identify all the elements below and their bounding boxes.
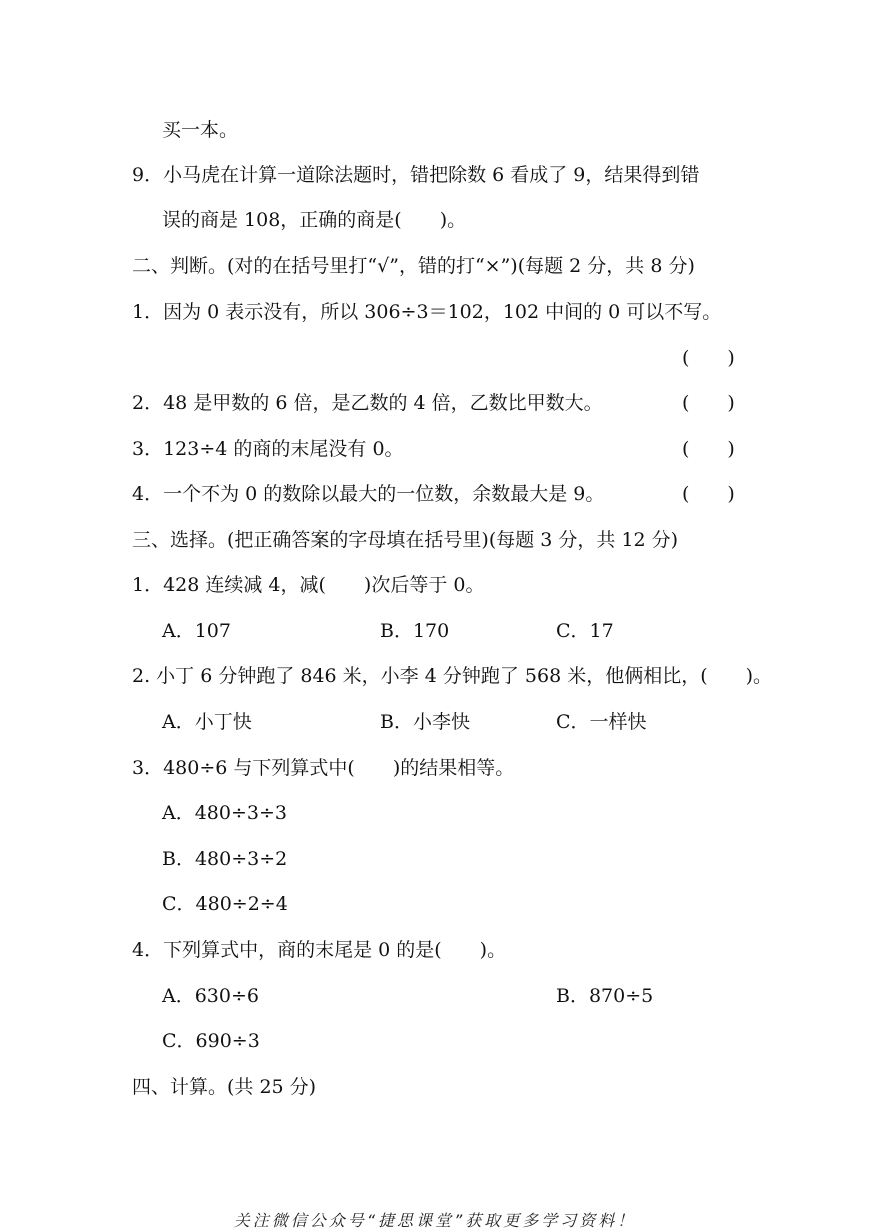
choice-q3-option-a: A．480÷3÷3 <box>162 802 288 824</box>
judge-item-4: 4．一个不为 0 的数除以最大的一位数，余数最大是 9。 <box>132 483 605 505</box>
footer-note: 关注微信公众号“捷思课堂”获取更多学习资料！ <box>233 1211 637 1230</box>
section4-heading: 四、计算。(共 25 分) <box>132 1076 317 1098</box>
judge-item-2: 2．48 是甲数的 6 倍，是乙数的 4 倍，乙数比甲数大。 <box>132 392 603 414</box>
q8-continuation: 买一本。 <box>162 119 239 141</box>
q9-line1: 9．小马虎在计算一道除法题时，错把除数 6 看成了 9，结果得到错 <box>132 164 700 186</box>
choice-q1-option-b: B．170 <box>380 620 450 642</box>
choice-q3: 3．480÷6 与下列算式中( )的结果相等。 <box>132 757 515 779</box>
choice-q1: 1．428 连续减 4，减( )次后等于 0。 <box>132 574 485 596</box>
judge-answer-1[interactable]: ( ) <box>682 347 735 369</box>
choice-q4-option-b: B．870÷5 <box>556 985 654 1007</box>
choice-q3-option-c: C．480÷2÷4 <box>162 893 288 915</box>
choice-q2-option-a: A．小丁快 <box>162 711 252 733</box>
choice-q4: 4．下列算式中，商的末尾是 0 的是( )。 <box>132 939 507 961</box>
choice-q2: 2. 小丁 6 分钟跑了 846 米，小李 4 分钟跑了 568 米，他俩相比，( )。 <box>132 665 773 687</box>
choice-q1-option-c: C．17 <box>556 620 614 642</box>
judge-answer-2[interactable]: ( ) <box>682 392 735 414</box>
choice-q2-option-c: C．一样快 <box>556 711 647 733</box>
choice-q2-option-b: B．小李快 <box>380 711 470 733</box>
choice-q4-option-a: A．630÷6 <box>162 985 259 1007</box>
judge-answer-3[interactable]: ( ) <box>682 438 735 460</box>
choice-q3-option-b: B．480÷3÷2 <box>162 848 288 870</box>
choice-q1-option-a: A．107 <box>162 620 231 642</box>
judge-item-1: 1．因为 0 表示没有，所以 306÷3＝102，102 中间的 0 可以不写。 <box>132 301 722 323</box>
judge-answer-4[interactable]: ( ) <box>682 483 735 505</box>
judge-item-3: 3．123÷4 的商的末尾没有 0。 <box>132 438 404 460</box>
choice-q4-option-c: C．690÷3 <box>162 1030 260 1052</box>
section2-heading: 二、判断。(对的在括号里打“√”，错的打“×”)(每题 2 分，共 8 分) <box>132 255 695 277</box>
q9-line2: 误的商是 108，正确的商是( )。 <box>162 209 467 231</box>
section3-heading: 三、选择。(把正确答案的字母填在括号里)(每题 3 分，共 12 分) <box>132 529 679 551</box>
